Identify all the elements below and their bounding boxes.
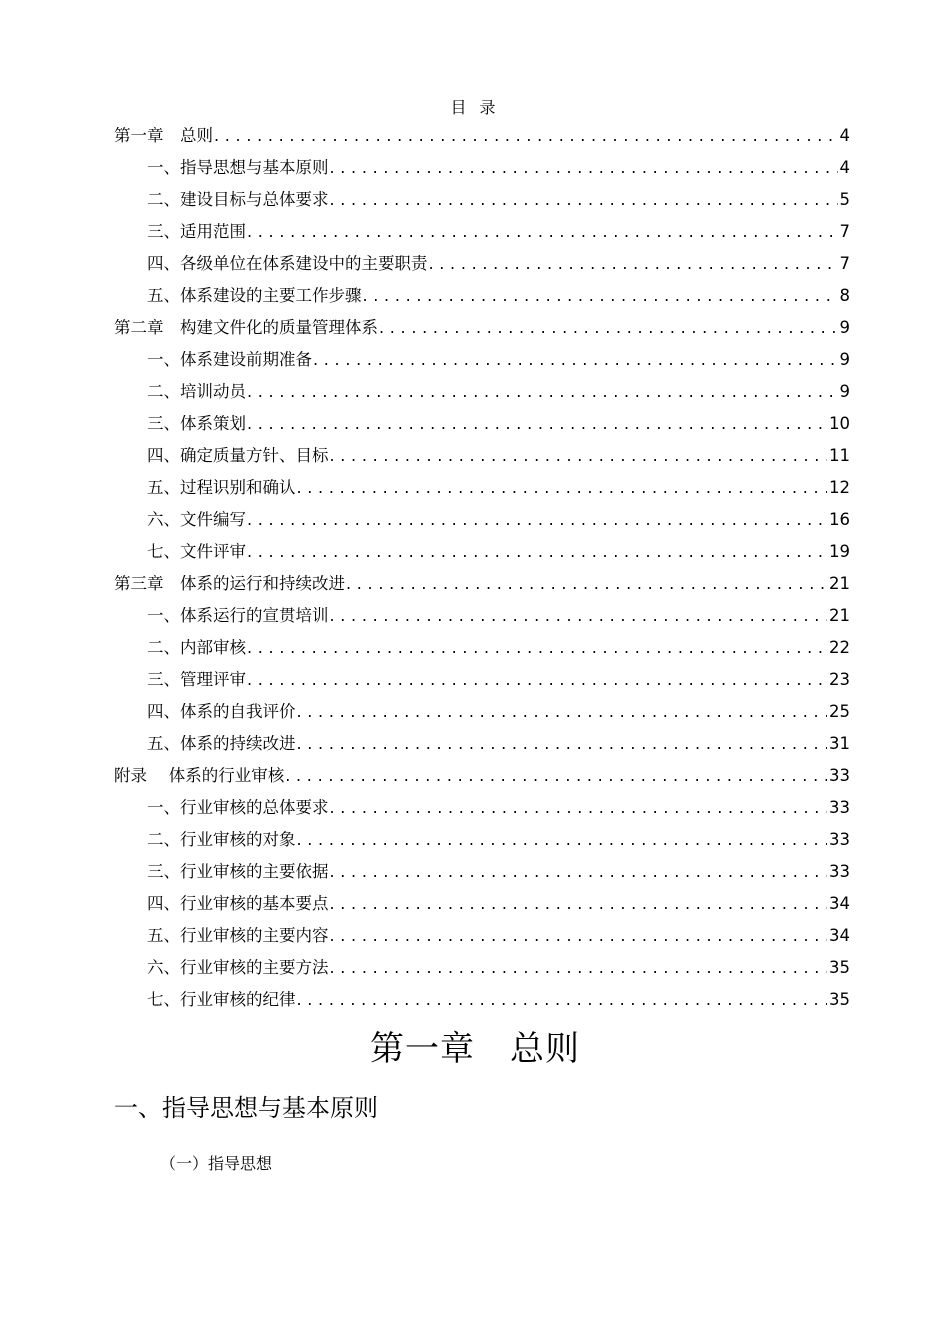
toc-dot-leader xyxy=(330,888,828,920)
toc-entry-label: 四、各级单位在体系建设中的主要职责 xyxy=(147,254,428,273)
toc-chapter-entry[interactable] xyxy=(114,312,850,344)
subsection-heading: （一）指导思想 xyxy=(160,1154,273,1173)
toc-entry-label: 第三章 体系的运行和持续改进 xyxy=(114,574,345,593)
toc-entry-label: 第二章 构建文件化的质量管理体系 xyxy=(114,318,378,337)
toc-entry-page-number: 33 xyxy=(829,830,850,849)
toc-entry-label: 四、确定质量方针、目标 xyxy=(147,446,329,465)
toc-section-entry[interactable] xyxy=(114,440,850,472)
toc-entry-label: 二、内部审核 xyxy=(147,638,246,657)
toc-entry-page-number: 33 xyxy=(829,766,850,785)
toc-section-entry[interactable] xyxy=(114,984,850,1016)
toc-section-entry[interactable] xyxy=(114,632,850,664)
toc-entry-page-number: 25 xyxy=(829,702,850,721)
toc-entry-label: 五、行业审核的主要内容 xyxy=(147,926,329,945)
toc-dot-leader xyxy=(330,600,828,632)
toc-dot-leader xyxy=(330,952,828,984)
toc-entry-label: 三、行业审核的主要依据 xyxy=(147,862,329,881)
toc-dot-leader xyxy=(330,792,828,824)
toc-section-entry[interactable] xyxy=(114,408,850,440)
toc-entry-label: 七、文件评审 xyxy=(147,542,246,561)
toc-section-entry[interactable] xyxy=(114,600,850,632)
toc-dot-leader xyxy=(330,184,838,216)
chapter-heading: 第一章 总则 xyxy=(370,1029,580,1069)
toc-entry-page-number: 35 xyxy=(829,958,850,977)
toc-entry-page-number: 34 xyxy=(829,894,850,913)
toc-dot-leader xyxy=(297,824,828,856)
toc-section-entry[interactable] xyxy=(114,856,850,888)
toc-dot-leader xyxy=(247,376,838,408)
toc-entry-page-number: 33 xyxy=(829,862,850,881)
toc-dot-leader xyxy=(285,760,827,792)
toc-title: 目 录 xyxy=(450,98,500,117)
toc-dot-leader xyxy=(247,664,827,696)
toc-dot-leader xyxy=(247,504,827,536)
toc-dot-leader xyxy=(330,920,828,952)
toc-dot-leader xyxy=(346,568,827,600)
toc-entry-page-number: 23 xyxy=(829,670,850,689)
toc-dot-leader xyxy=(330,440,828,472)
toc-entry-label: 附录 体系的行业审核 xyxy=(114,766,285,785)
toc-entry-page-number: 35 xyxy=(829,990,850,1009)
toc-entry-page-number: 19 xyxy=(829,542,850,561)
toc-section-entry[interactable] xyxy=(114,184,850,216)
toc-dot-leader xyxy=(330,152,838,184)
toc-dot-leader xyxy=(297,984,828,1016)
toc-section-entry[interactable] xyxy=(114,824,850,856)
toc-section-entry[interactable] xyxy=(114,248,850,280)
toc-entry-page-number: 33 xyxy=(829,798,850,817)
toc-entry-page-number: 9 xyxy=(839,382,850,401)
toc-dot-leader xyxy=(379,312,838,344)
table-of-contents xyxy=(114,120,850,1016)
section-heading: 一、指导思想与基本原则 xyxy=(114,1094,378,1122)
toc-entry-label: 第一章 总则 xyxy=(114,126,213,145)
toc-chapter-entry[interactable] xyxy=(114,760,850,792)
toc-entry-label: 一、指导思想与基本原则 xyxy=(147,158,329,177)
toc-entry-page-number: 31 xyxy=(829,734,850,753)
toc-entry-label: 一、行业审核的总体要求 xyxy=(147,798,329,817)
toc-entry-label: 一、体系运行的宣贯培训 xyxy=(147,606,329,625)
toc-entry-page-number: 9 xyxy=(839,350,850,369)
toc-section-entry[interactable] xyxy=(114,280,850,312)
toc-entry-label: 五、体系的持续改进 xyxy=(147,734,296,753)
toc-section-entry[interactable] xyxy=(114,664,850,696)
toc-section-entry[interactable] xyxy=(114,888,850,920)
toc-dot-leader xyxy=(247,632,827,664)
toc-dot-leader xyxy=(313,344,838,376)
toc-entry-page-number: 4 xyxy=(839,126,850,145)
toc-entry-page-number: 8 xyxy=(839,286,850,305)
toc-section-entry[interactable] xyxy=(114,696,850,728)
toc-section-entry[interactable] xyxy=(114,472,850,504)
toc-entry-label: 三、适用范围 xyxy=(147,222,246,241)
toc-entry-label: 六、文件编写 xyxy=(147,510,246,529)
toc-entry-label: 三、体系策划 xyxy=(147,414,246,433)
toc-entry-page-number: 21 xyxy=(829,606,850,625)
toc-entry-label: 二、培训动员 xyxy=(147,382,246,401)
toc-entry-label: 三、管理评审 xyxy=(147,670,246,689)
toc-dot-leader xyxy=(429,248,838,280)
toc-section-entry[interactable] xyxy=(114,152,850,184)
toc-entry-label: 四、行业审核的基本要点 xyxy=(147,894,329,913)
toc-entry-page-number: 10 xyxy=(829,414,850,433)
toc-chapter-entry[interactable] xyxy=(114,568,850,600)
toc-entry-label: 六、行业审核的主要方法 xyxy=(147,958,329,977)
toc-section-entry[interactable] xyxy=(114,728,850,760)
toc-entry-page-number: 22 xyxy=(829,638,850,657)
toc-chapter-entry[interactable] xyxy=(114,120,850,152)
toc-section-entry[interactable] xyxy=(114,376,850,408)
toc-entry-page-number: 4 xyxy=(839,158,850,177)
toc-entry-label: 七、行业审核的纪律 xyxy=(147,990,296,1009)
toc-entry-label: 二、建设目标与总体要求 xyxy=(147,190,329,209)
toc-section-entry[interactable] xyxy=(114,216,850,248)
toc-entry-page-number: 16 xyxy=(829,510,850,529)
toc-dot-leader xyxy=(330,856,828,888)
toc-entry-label: 二、行业审核的对象 xyxy=(147,830,296,849)
toc-entry-page-number: 11 xyxy=(829,446,850,465)
toc-entry-page-number: 21 xyxy=(829,574,850,593)
toc-dot-leader xyxy=(363,280,838,312)
toc-entry-page-number: 5 xyxy=(839,190,850,209)
toc-section-entry[interactable] xyxy=(114,504,850,536)
toc-dot-leader xyxy=(247,216,838,248)
toc-dot-leader xyxy=(297,728,828,760)
toc-section-entry[interactable] xyxy=(114,920,850,952)
toc-entry-page-number: 7 xyxy=(839,222,850,241)
toc-section-entry[interactable] xyxy=(114,536,850,568)
toc-dot-leader xyxy=(297,472,828,504)
toc-section-entry[interactable] xyxy=(114,344,850,376)
toc-dot-leader xyxy=(247,408,827,440)
toc-entry-label: 四、体系的自我评价 xyxy=(147,702,296,721)
toc-dot-leader xyxy=(214,120,838,152)
toc-entry-label: 五、过程识别和确认 xyxy=(147,478,296,497)
toc-section-entry[interactable] xyxy=(114,952,850,984)
toc-entry-page-number: 34 xyxy=(829,926,850,945)
toc-entry-label: 五、体系建设的主要工作步骤 xyxy=(147,286,362,305)
toc-dot-leader xyxy=(247,536,827,568)
toc-entry-page-number: 9 xyxy=(839,318,850,337)
toc-dot-leader xyxy=(297,696,828,728)
toc-section-entry[interactable] xyxy=(114,792,850,824)
toc-entry-label: 一、体系建设前期准备 xyxy=(147,350,312,369)
toc-entry-page-number: 7 xyxy=(839,254,850,273)
toc-entry-page-number: 12 xyxy=(829,478,850,497)
